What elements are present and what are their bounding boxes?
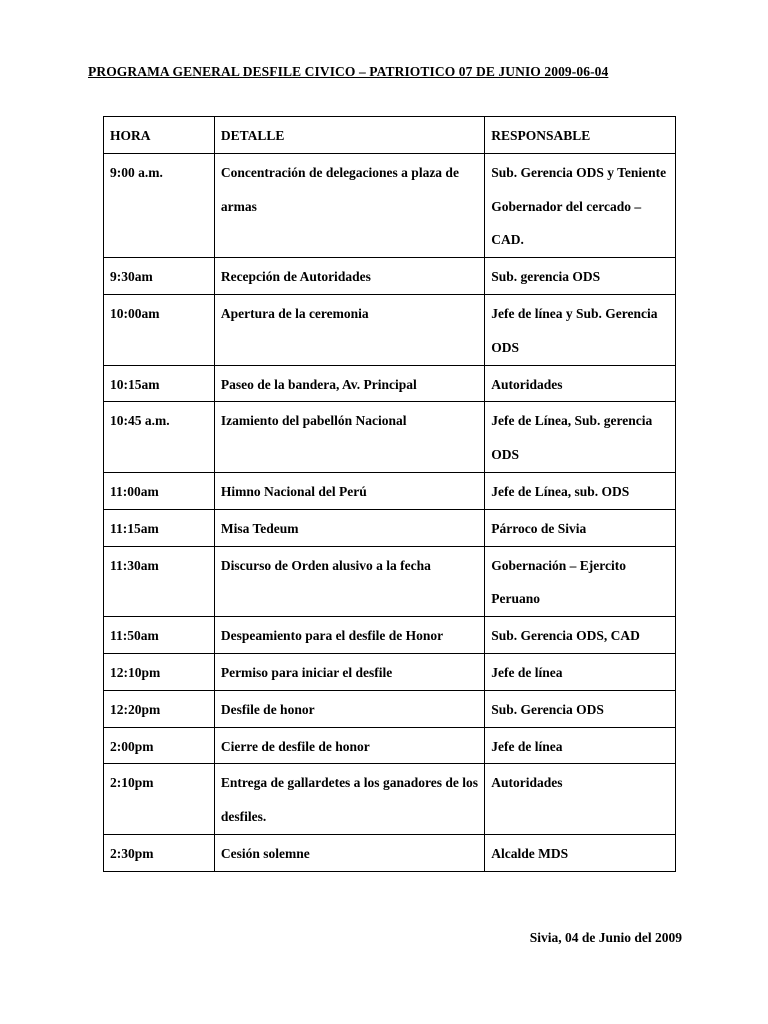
table-row [104,764,676,835]
signature-date: Sivia, 04 de Junio del 2009 [529,930,682,945]
cell-responsable: Gobernación – Ejercito Peruano [485,546,676,617]
cell-responsable: Sub. Gerencia ODS, CAD [485,617,676,654]
cell-responsable: Autoridades [485,764,676,835]
header-hora: HORA [104,117,215,154]
cell-hora: 2:00pm [104,727,215,764]
table-row [104,834,676,871]
schedule-table [103,116,676,872]
cell-responsable: Alcalde MDS [485,834,676,871]
table-row [104,365,676,402]
cell-detalle: Izamiento del pabellón Nacional [214,402,484,473]
cell-hora: 10:15am [104,365,215,402]
cell-responsable: Autoridades [485,365,676,402]
cell-detalle: Despeamiento para el desfile de Honor [214,617,484,654]
cell-responsable: Jefe de Línea, sub. ODS [485,472,676,509]
cell-responsable: Párroco de Sivia [485,509,676,546]
table-row [104,258,676,295]
table-row [104,509,676,546]
table-header-row [104,117,676,154]
document-title: PROGRAMA GENERAL DESFILE CIVICO – PATRIOTICO 07 DE JUNIO 2009-06-04 [88,64,609,79]
cell-detalle: Himno Nacional del Perú [214,472,484,509]
cell-hora: 2:30pm [104,834,215,871]
cell-detalle: Discurso de Orden alusivo a la fecha [214,546,484,617]
cell-responsable: Jefe de Línea, Sub. gerencia ODS [485,402,676,473]
cell-detalle: Recepción de Autoridades [214,258,484,295]
cell-hora: 9:00 a.m. [104,153,215,257]
cell-responsable: Sub. Gerencia ODS [485,690,676,727]
cell-responsable: Jefe de línea [485,727,676,764]
cell-detalle: Paseo de la bandera, Av. Principal [214,365,484,402]
header-detalle: DETALLE [214,117,484,154]
cell-detalle: Apertura de la ceremonia [214,294,484,365]
cell-hora: 11:00am [104,472,215,509]
table-row [104,153,676,257]
cell-hora: 10:00am [104,294,215,365]
cell-detalle: Entrega de gallardetes a los ganadores de los desfiles. [214,764,484,835]
table-row [104,546,676,617]
cell-hora: 10:45 a.m. [104,402,215,473]
table-row [104,617,676,654]
cell-responsable: Jefe de línea [485,653,676,690]
cell-hora: 11:15am [104,509,215,546]
table-row [104,653,676,690]
table-row [104,727,676,764]
cell-hora: 9:30am [104,258,215,295]
cell-detalle: Permiso para iniciar el desfile [214,653,484,690]
table-row [104,294,676,365]
cell-detalle: Cierre de desfile de honor [214,727,484,764]
cell-responsable: Sub. gerencia ODS [485,258,676,295]
table-row [104,472,676,509]
cell-hora: 12:20pm [104,690,215,727]
cell-hora: 12:10pm [104,653,215,690]
cell-hora: 2:10pm [104,764,215,835]
cell-detalle: Concentración de delegaciones a plaza de armas [214,153,484,257]
header-responsable: RESPONSABLE [485,117,676,154]
cell-detalle: Desfile de honor [214,690,484,727]
cell-detalle: Misa Tedeum [214,509,484,546]
cell-responsable: Sub. Gerencia ODS y Teniente Gobernador del cercado – CAD. [485,153,676,257]
table-row [104,402,676,473]
cell-hora: 11:50am [104,617,215,654]
cell-detalle: Cesión solemne [214,834,484,871]
cell-responsable: Jefe de línea y Sub. Gerencia ODS [485,294,676,365]
cell-hora: 11:30am [104,546,215,617]
table-row [104,690,676,727]
